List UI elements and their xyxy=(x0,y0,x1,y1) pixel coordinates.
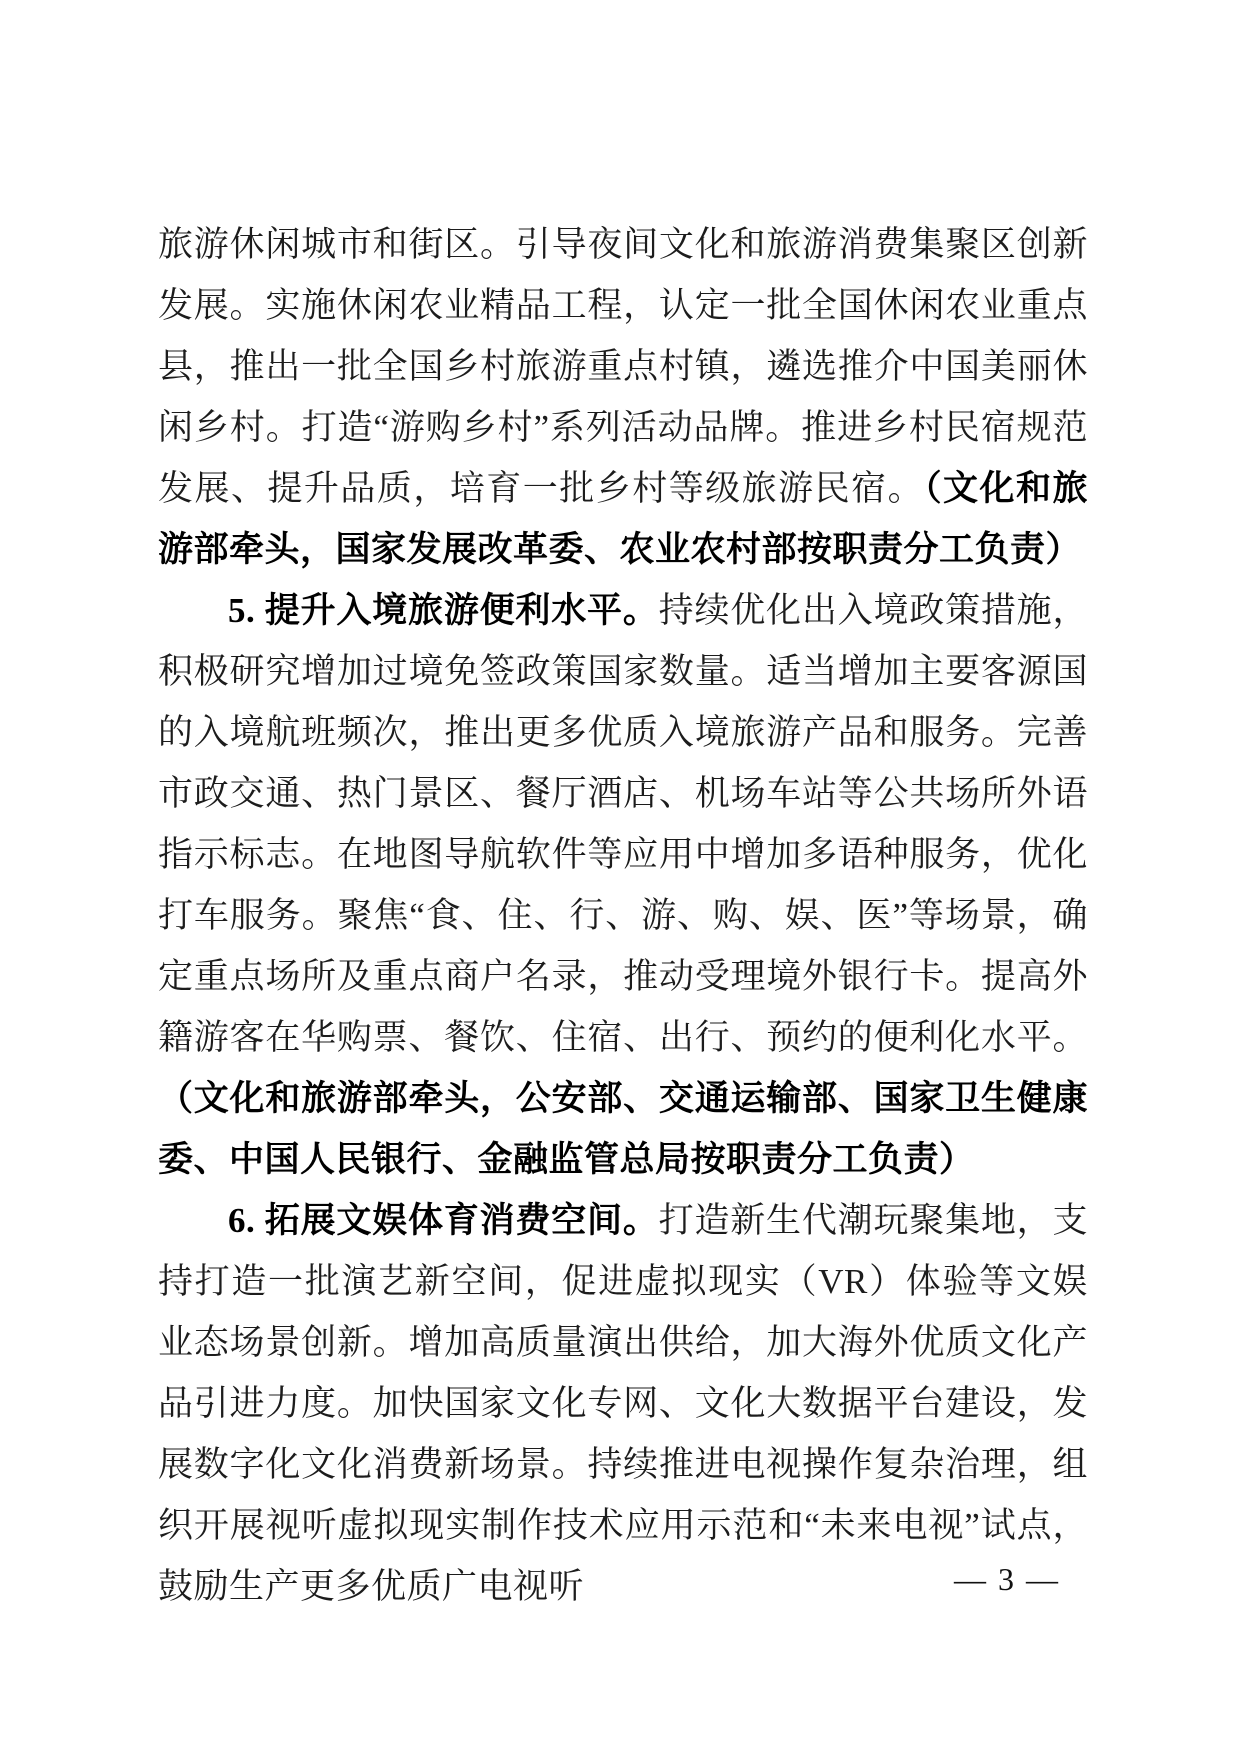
emphasis-text: 5. 提升入境旅游便利水平。 xyxy=(228,591,659,630)
paragraph xyxy=(158,214,1088,580)
emphasis-text: （文化和旅游部牵头，公安部、交通运输部、国家卫生健康委、中国人民银行、金融监管总局按职责分工负责） xyxy=(158,1079,1088,1179)
page-footer xyxy=(954,1558,1060,1600)
emphasis-text: 6. 拓展文娱体育消费空间。 xyxy=(228,1201,659,1240)
document-body xyxy=(158,214,1088,1617)
emphasis-text: （文化和旅游部牵头，国家发展改革委、农业农村部按职责分工负责） xyxy=(158,469,1088,569)
paragraph xyxy=(158,580,1088,1190)
paragraph xyxy=(158,1190,1088,1617)
body-text: 打造新生代潮玩聚集地，支持打造一批演艺新空间，促进虚拟现实（VR）体验等文娱业态场景创新。增加高质量演出供给，加大海外优质文化产品引进力度。加快国家文化专网、文化大数据平台建设，发展数字化文化消费新场景。持续推进电视操作复杂治理，组织开展视听虚拟现实制作技术应用示范和“未来电视”试点，鼓励生产更多优质广电视听 xyxy=(158,1201,1088,1606)
body-text: 持续优化出入境政策措施，积极研究增加过境免签政策国家数量。适当增加主要客源国的入境航班频次，推出更多优质入境旅游产品和服务。完善市政交通、热门景区、餐厅酒店、机场车站等公共场所外语指示标志。在地图导航软件等应用中增加多语种服务，优化打车服务。聚焦“食、住、行、游、购、娱、医”等场景，确定重点场所及重点商户名录，推动受理境外银行卡。提高外籍游客在华购票、餐饮、住宿、出行、预约的便利化水平。 xyxy=(158,591,1088,1057)
page-number: — 3 — xyxy=(954,1561,1060,1597)
body-text: 旅游休闲城市和街区。引导夜间文化和旅游消费集聚区创新发展。实施休闲农业精品工程，认定一批全国休闲农业重点县，推出一批全国乡村旅游重点村镇，遴选推介中国美丽休闲乡村。打造“游购乡村”系列活动品牌。推进乡村民宿规范发展、提升品质，培育一批乡村等级旅游民宿。 xyxy=(158,225,1088,508)
